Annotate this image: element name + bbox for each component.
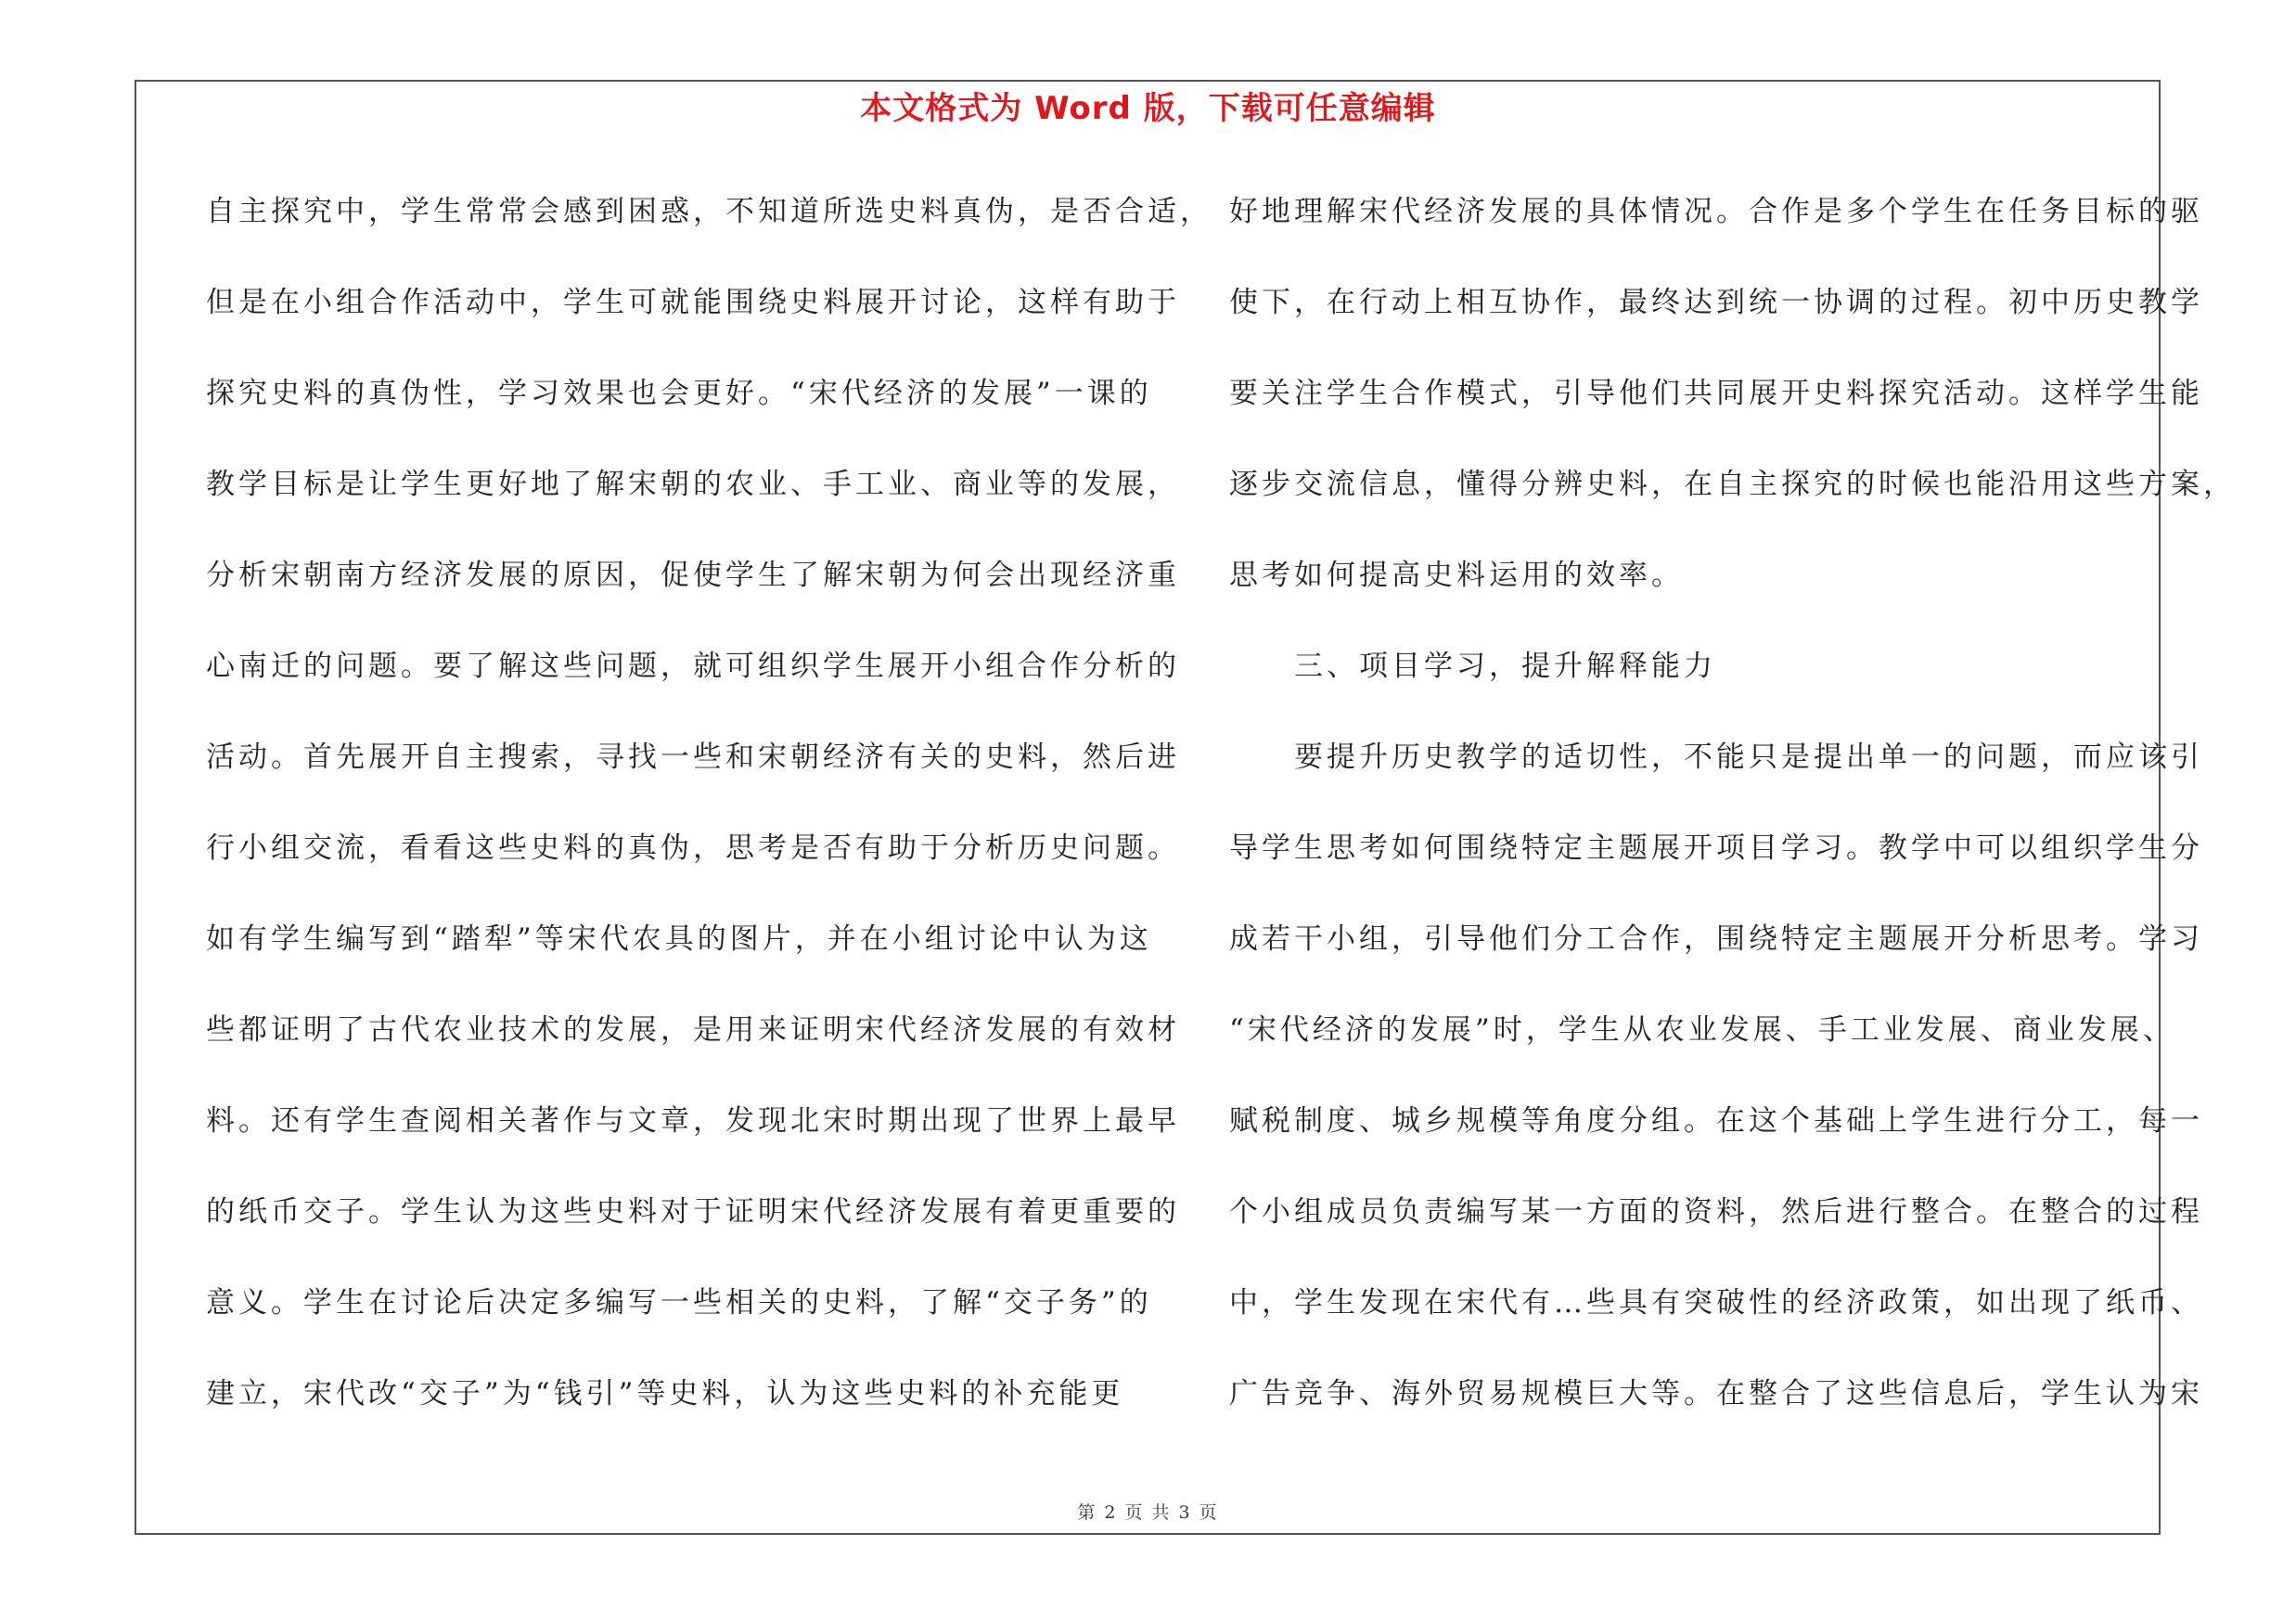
- paragraph-line: 分析宋朝南方经济发展的原因，促使学生了解宋朝为何会出现经济重: [206, 559, 1180, 592]
- paragraph-line: 行小组交流，看看这些史料的真伪，思考是否有助于分析历史问题。: [206, 831, 1180, 865]
- paragraph-line: “宋代经济的发展”时，学生从农业发展、手工业发展、商业发展、: [1229, 1013, 2175, 1047]
- paragraph-line: 导学生思考如何围绕特定主题展开项目学习。教学中可以组织学生分: [1229, 831, 2203, 865]
- paragraph-line: 心南迁的问题。要了解这些问题，就可组织学生展开小组合作分析的: [206, 650, 1180, 683]
- paragraph-line: 使下，在行动上相互协作，最终达到统一协调的过程。初中历史教学: [1229, 286, 2203, 319]
- paragraph-line: 思考如何提高史料运用的效率。: [1229, 559, 1684, 592]
- right-text-column: [1229, 184, 2236, 1457]
- left-text-column: [206, 184, 1212, 1457]
- paragraph-line: 料。还有学生查阅相关著作与文章，发现北宋时期出现了世界上最早: [206, 1104, 1180, 1138]
- paragraph-line: 成若干小组，引导他们分工合作，围绕特定主题展开分析思考。学习: [1229, 922, 2203, 956]
- paragraph-line: 赋税制度、城乡规模等角度分组。在这个基础上学生进行分工，每一: [1229, 1104, 2203, 1138]
- paragraph-line: 探究史料的真伪性，学习效果也会更好。“宋代经济的发展”一课的: [206, 377, 1152, 410]
- paragraph-line: 教学目标是让学生更好地了解宋朝的农业、手工业、商业等的发展，: [206, 468, 1180, 501]
- paragraph-line: 的纸币交子。学生认为这些史料对于证明宋代经济发展有着更重要的: [206, 1195, 1180, 1229]
- paragraph-line: 个小组成员负责编写某一方面的资料，然后进行整合。在整合的过程: [1229, 1195, 2203, 1229]
- paragraph-line: 建立，宋代改“交子”为“钱引”等史料，认为这些史料的补充能更: [206, 1377, 1124, 1410]
- paragraph-line: 如有学生编写到“踏犁”等宋代农具的图片，并在小组讨论中认为这: [206, 922, 1152, 956]
- paragraph-line: 要关注学生合作模式，引导他们共同展开史料探究活动。这样学生能: [1229, 377, 2203, 410]
- header-banner: 本文格式为 Word 版，下载可任意编辑: [860, 90, 1436, 127]
- paragraph-line: 但是在小组合作活动中，学生可就能围绕史料展开讨论，这样有助于: [206, 286, 1180, 319]
- paragraph-line: 活动。首先展开自主搜索，寻找一些和宋朝经济有关的史料，然后进: [206, 741, 1180, 774]
- paragraph-line: 中，学生发现在宋代有…些具有突破性的经济政策，如出现了纸币、: [1229, 1286, 2203, 1320]
- paragraph-line: 意义。学生在讨论后决定多编写一些相关的史料，了解“交子务”的: [206, 1286, 1152, 1320]
- paragraph-line: 广告竞争、海外贸易规模巨大等。在整合了这些信息后，学生认为宋: [1229, 1377, 2203, 1410]
- paragraph-line: 些都证明了古代农业技术的发展，是用来证明宋代经济发展的有效材: [206, 1013, 1180, 1047]
- paragraph-line: 要提升历史教学的适切性，不能只是提出单一的问题，而应该引: [1229, 741, 2203, 774]
- paragraph-line: 好地理解宋代经济发展的具体情况。合作是多个学生在任务目标的驱: [1229, 195, 2203, 228]
- paragraph-line: 自主探究中，学生常常会感到困惑，不知道所选史料真伪，是否合适，: [206, 195, 1212, 228]
- page-number-footer: 第 2 页 共 3 页: [1077, 1502, 1219, 1523]
- paragraph-line: 逐步交流信息，懂得分辨史料，在自主探究的时候也能沿用这些方案，: [1229, 468, 2236, 501]
- section-heading: 三、项目学习，提升解释能力: [1229, 650, 1716, 683]
